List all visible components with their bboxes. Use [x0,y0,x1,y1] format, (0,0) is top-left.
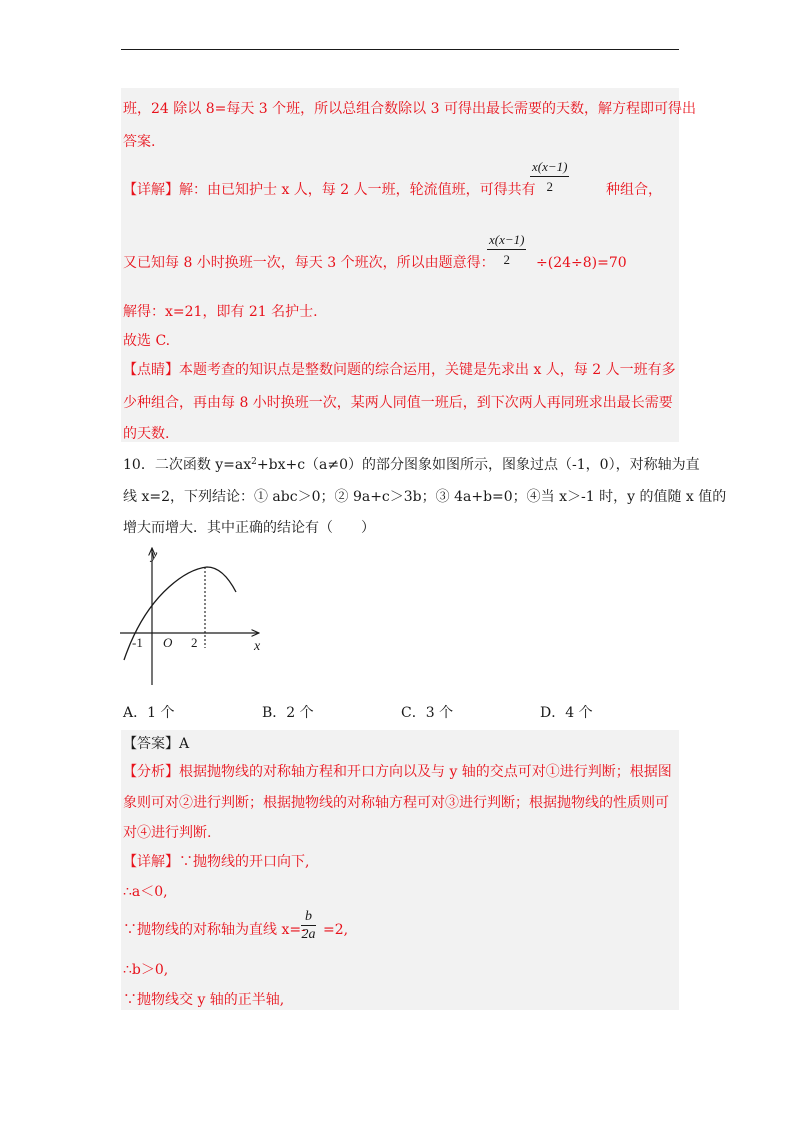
last-line: ∵抛物线交 y 轴的正半轴, [123,992,285,1008]
choose-line: 故选 C. [123,333,171,349]
option-b[interactable]: B．2 个 [262,705,314,721]
option-d[interactable]: D．4 个 [540,705,593,721]
solution-line-1: 班，24 除以 8=每天 3 个班，所以总组合数除以 3 可得出最长需要的天数，解方程即可得出 [123,101,696,117]
comment-line-2: 少种组合，再由每 8 小时换班一次，某两人同值一班后，到下次两人再同班求出最长需要 [123,395,673,411]
equation-numerator: x(x−1) [487,231,526,250]
axis-fraction [301,908,316,944]
detail-line-1 [123,853,309,871]
x-axis-label: x [254,639,261,654]
two-label: 2 [191,635,198,650]
axis-post: =2, [323,922,349,938]
fraction-numerator: x(x−1) [530,158,569,177]
y-axis-label: y [151,548,158,563]
comment-tag: 【点睛】 [123,362,179,378]
answer-value: A [179,736,190,752]
question-line-2: 线 x=2，下列结论：① abc＞0；② 9a+c＞3b；③ 4a+b=0；④当 x＞-1 时，y 的值随 x 值的 [123,489,727,505]
axis-denominator: 2a [301,927,316,942]
question-text-pre: 10．二次函数 y=ax [123,457,252,473]
question-text-post: +bx+c（a≠0）的部分图象如图所示，图象过点（-1，0），对称轴为直 [256,457,700,473]
solve-line: 解得：x=21，即有 21 名护士. [123,304,318,320]
comment-text: 本题考查的知识点是整数问题的综合运用，关键是先求出 x 人，每 2 人一班有多 [179,362,676,378]
equation-fraction [487,231,526,270]
detail-tag: 【详解】 [123,182,179,198]
question-line-3: 增大而增大．其中正确的结论有（ ） [123,520,375,536]
answer-detail-text: ∵抛物线的开口向下, [179,854,310,870]
analysis-line-3: 对④进行判断. [123,825,212,841]
option-a[interactable]: A．1 个 [123,705,175,721]
solution-line-4: 又已知每 8 小时换班一次，每天 3 个班次，所以由题意得： [123,255,495,271]
equation-suffix: ÷(24÷8)=70 [536,255,627,271]
neg-one-label: -1 [132,635,143,650]
question-superscript: 2 [251,457,257,467]
answer-line [123,735,189,753]
comment-line-3: 的天数. [123,426,170,442]
axis-numerator: b [301,908,316,926]
analysis-tag: 【分析】 [123,764,179,780]
line-a-negative: ∴a＜0, [123,884,168,900]
detail-text: 解：由已知护士 x 人，每 2 人一班，轮流值班，可得共有 [179,182,536,198]
analysis-line-2: 象则可对②进行判断；根据抛物线的对称轴方程可对③进行判断；根据抛物线的性质则可 [123,795,669,811]
header-rule [121,49,679,50]
fraction-denominator: 2 [546,179,553,194]
parabola-graph [115,540,275,690]
detail-suffix: 种组合， [606,182,662,198]
comment-line-1 [123,361,676,379]
solution-detail [123,181,536,199]
analysis-text: 根据抛物线的对称轴方程和开口方向以及与 y 轴的交点可对①进行判断；根据图 [179,764,672,780]
line-b-positive: ∴b＞0, [123,962,169,978]
answer-detail-tag: 【详解】 [123,854,179,870]
combination-fraction [530,158,569,197]
analysis-line-1 [123,763,672,781]
axis-line: ∵抛物线的对称轴为直线 x=- [123,922,306,938]
option-c[interactable]: C．3 个 [401,705,454,721]
equation-denominator: 2 [503,252,510,267]
answer-tag: 【答案】 [123,736,179,752]
solution-line-2: 答案. [123,134,156,150]
origin-label: O [163,635,173,650]
question-line-1 [123,456,700,474]
